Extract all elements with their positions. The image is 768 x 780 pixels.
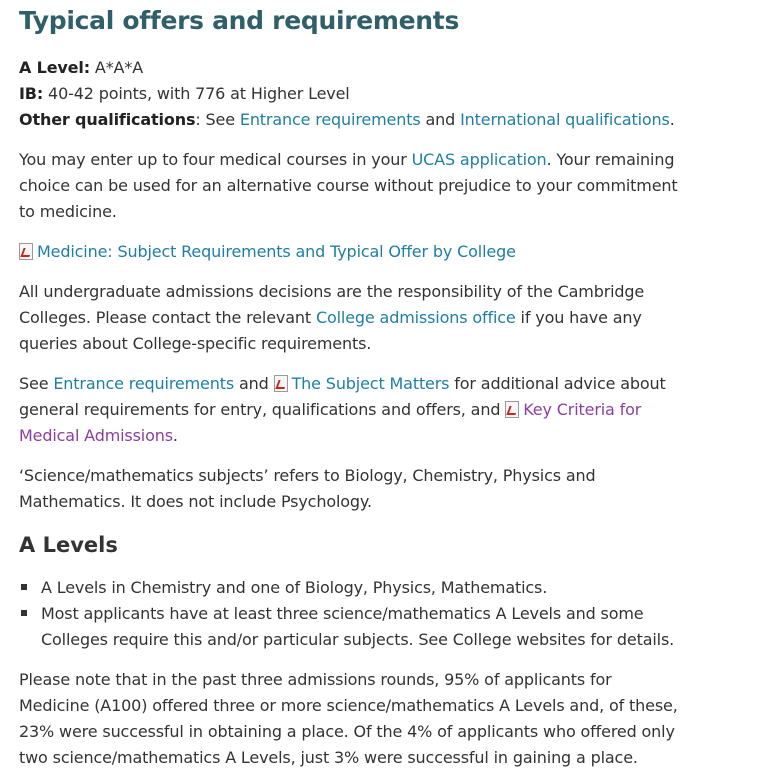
note-para-line1: Please note that in the past three admissions rounds, 95% of applicants for: [19, 670, 612, 689]
other-qualifications-row: [19, 110, 675, 130]
colleges-para-line2: [19, 308, 642, 328]
other-and: and: [420, 110, 461, 129]
note-para-line2: Medicine (A100) offered three or more science/mathematics A Levels and, of these,: [19, 696, 678, 715]
key-criteria-link[interactable]: Key Criteria for: [523, 400, 642, 419]
ucas-application-link[interactable]: UCAS application: [411, 150, 547, 169]
colleges-para-line1: All undergraduate admissions decisions are the responsibility of the Cambridge: [19, 282, 645, 301]
colleges-para-line3: queries about College-specific requirements.: [19, 334, 372, 353]
medical-text: You may enter up to four medical courses in your: [19, 150, 412, 169]
other-qualifications-label: Other qualifications: [19, 110, 196, 129]
a-level-row: [19, 58, 143, 78]
page-title: Typical offers and requirements: [19, 6, 460, 35]
pdf-icon: [274, 375, 288, 392]
medical-para-line3: to medicine.: [19, 202, 117, 221]
medical-para-line2: choice can be used for an alternative course without prejudice to your commitment: [19, 176, 678, 195]
bullet-marker: [21, 584, 27, 590]
pdf-link-row: [19, 242, 516, 262]
see-text: .: [172, 426, 178, 445]
a-levels-heading: A Levels: [19, 533, 118, 557]
see-para-line2: [19, 400, 641, 420]
other-sep: : See: [195, 110, 240, 129]
entrance-requirements-link-2[interactable]: Entrance requirements: [53, 374, 235, 393]
see-text: for additional advice about: [449, 374, 666, 393]
subject-matters-link[interactable]: The Subject Matters: [291, 374, 450, 393]
entrance-requirements-link[interactable]: Entrance requirements: [239, 110, 421, 129]
medicine-subject-requirements-link[interactable]: Medicine: Subject Requirements and Typical Offer by College: [37, 242, 516, 261]
bullet-marker: [21, 610, 27, 616]
a-level-label: A Level:: [19, 58, 90, 77]
key-criteria-link-cont[interactable]: Medical Admissions: [19, 426, 173, 445]
note-para-line4: two science/mathematics A Levels, just 3% were successful in gaining a place.: [19, 748, 638, 767]
bullet-item-2-line2: Colleges require this and/or particular subjects. See College websites for details.: [41, 630, 675, 649]
science-para-line2: Mathematics. It does not include Psychology.: [19, 492, 372, 511]
pdf-icon: [19, 243, 33, 260]
see-text: and: [234, 374, 274, 393]
note-para-line3: 23% were successful in obtaining a place. Of the 4% of applicants who offered only: [19, 722, 675, 741]
see-text: See: [19, 374, 54, 393]
see-text: general requirements for entry, qualifications and offers, and: [19, 400, 506, 419]
bullet-item-1: A Levels in Chemistry and one of Biology, Physics, Mathematics.: [41, 578, 548, 597]
see-para-line3: [19, 426, 178, 446]
other-end: .: [669, 110, 675, 129]
colleges-text: if you have any: [515, 308, 642, 327]
international-qualifications-link[interactable]: International qualifications: [460, 110, 670, 129]
ib-row: [19, 84, 350, 104]
bullet-item-2-line1: Most applicants have at least three science/mathematics A Levels and some: [41, 604, 644, 623]
science-para-line1: ‘Science/mathematics subjects’ refers to Biology, Chemistry, Physics and: [19, 466, 596, 485]
ib-value: 40-42 points, with 776 at Higher Level: [43, 84, 350, 103]
a-level-value: A*A*A: [89, 58, 143, 77]
colleges-text: Colleges. Please contact the relevant: [19, 308, 316, 327]
see-para-line1: [19, 374, 666, 394]
medical-para-line1: [19, 150, 674, 170]
college-admissions-office-link[interactable]: College admissions office: [315, 308, 516, 327]
medical-text: . Your remaining: [546, 150, 675, 169]
pdf-icon: [505, 401, 519, 418]
ib-label: IB:: [19, 84, 44, 103]
